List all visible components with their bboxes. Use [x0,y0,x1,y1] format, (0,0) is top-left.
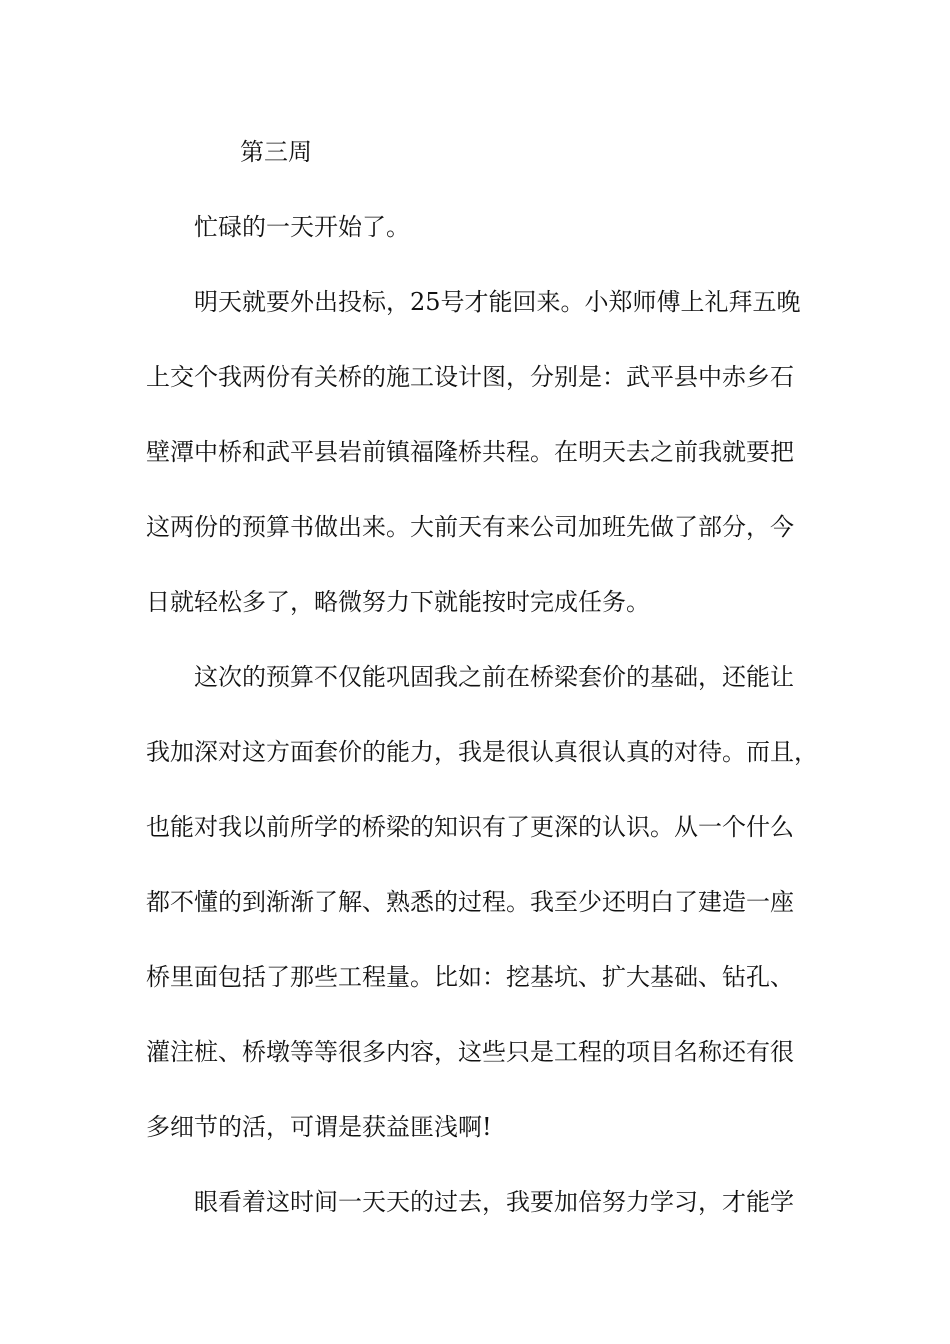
paragraph-line: 这次的预算不仅能巩固我之前在桥梁套价的基础，还能让 [194,663,794,691]
paragraph-line: 我加深对这方面套价的能力，我是很认真很认真的对待。而且， [146,738,818,766]
paragraph-line: 上交个我两份有关桥的施工设计图，分别是：武平县中赤乡石 [146,363,794,391]
paragraph-line: 多细节的活，可谓是获益匪浅啊! [146,1113,492,1141]
paragraph-line: 也能对我以前所学的桥梁的知识有了更深的认识。从一个什么 [146,813,794,841]
paragraph-line: 都不懂的到渐渐了解、熟悉的过程。我至少还明白了建造一座 [146,888,794,916]
paragraph-line: 忙碌的一天开始了。 [194,213,410,241]
paragraph-line: 灌注桩、桥墩等等很多内容，这些只是工程的项目名称还有很 [146,1038,794,1066]
paragraph-line: 明天就要外出投标，25号才能回来。小郑师傅上礼拜五晚 [194,288,801,316]
section-heading: 第三周 [240,138,312,166]
paragraph-line: 桥里面包括了那些工程量。比如：挖基坑、扩大基础、钻孔、 [146,963,794,991]
paragraph-line: 日就轻松多了，略微努力下就能按时完成任务。 [146,588,650,616]
paragraph-line: 眼看着这时间一天天的过去，我要加倍努力学习，才能学 [194,1188,794,1216]
paragraph-line: 壁潭中桥和武平县岩前镇福隆桥共程。在明天去之前我就要把 [146,438,794,466]
paragraph-line: 这两份的预算书做出来。大前天有来公司加班先做了部分，今 [146,513,794,541]
